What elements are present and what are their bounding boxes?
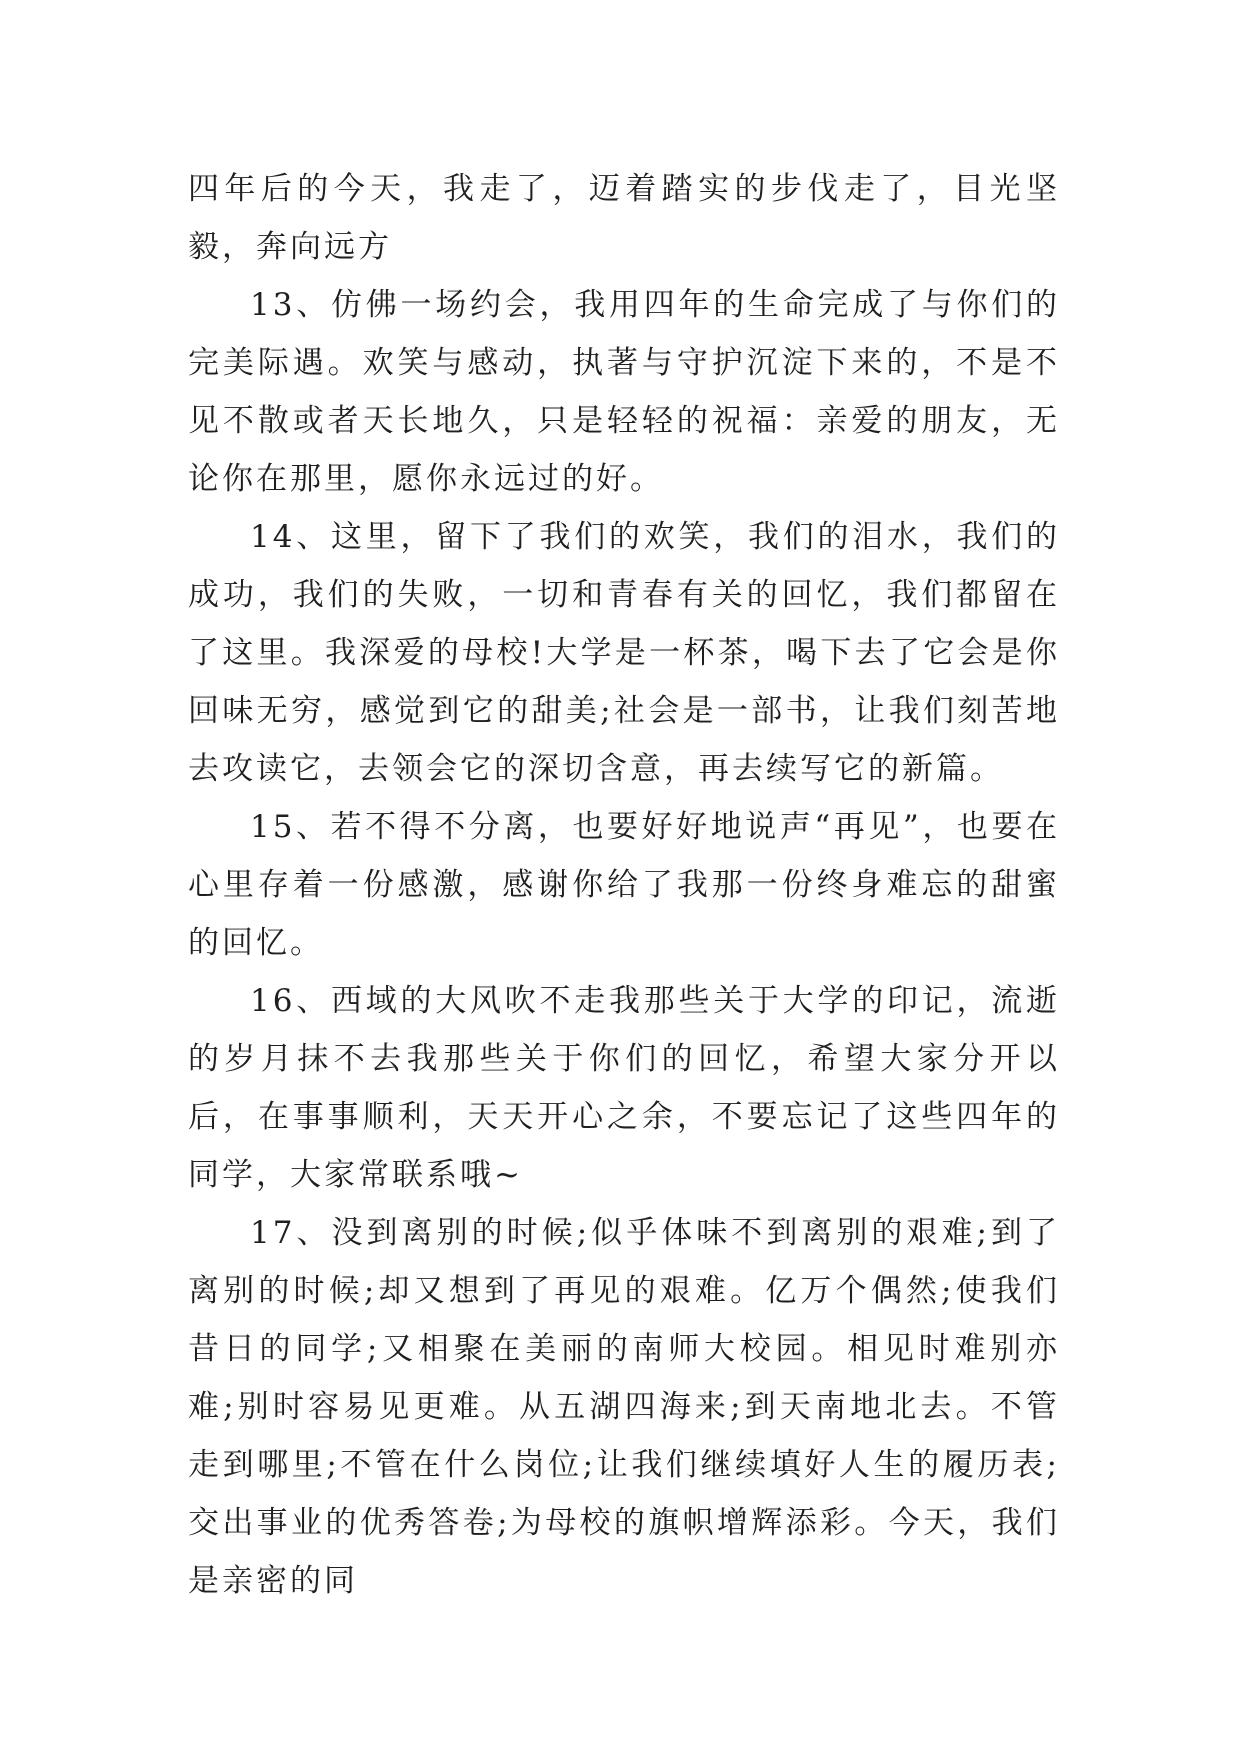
paragraph-15: 15、若不得不分离，也要好好地说声“再见”，也要在心里存着一份感激，感谢你给了我那一份终身难忘的甜蜜的回忆。 (188, 809, 1060, 961)
paragraph-14: 14、这里，留下了我们的欢笑，我们的泪水，我们的成功，我们的失败，一切和青春有关的回忆，我们都留在了这里。我深爱的母校!大学是一杯茶，喝下去了它会是你回味无穷，感觉到它的甜美;社会是一部书，让我们刻苦地去攻读它，去领会它的深切含意，再去续写它的新篇。 (188, 519, 1060, 787)
document-body (188, 160, 1060, 1610)
paragraph-17: 17、没到离别的时候;似乎体味不到离别的艰难;到了离别的时候;却又想到了再见的艰难。亿万个偶然;使我们昔日的同学;又相聚在美丽的南师大校园。相见时难别亦难;别时容易见更难。从五湖四海来;到天南地北去。不管走到哪里;不管在什么岗位;让我们继续填好人生的履历表;交出事业的优秀答卷;为母校的旗帜增辉添彩。今天，我们是亲密的同 (188, 1215, 1060, 1599)
paragraph-12-continuation: 四年后的今天，我走了，迈着踏实的步伐走了，目光坚毅，奔向远方 (188, 171, 1060, 265)
paragraph-13: 13、仿佛一场约会，我用四年的生命完成了与你们的完美际遇。欢笑与感动，执著与守护沉淀下来的，不是不见不散或者天长地久，只是轻轻的祝福：亲爱的朋友，无论你在那里，愿你永远过的好。 (188, 287, 1060, 497)
paragraph-16: 16、西域的大风吹不走我那些关于大学的印记，流逝的岁月抹不去我那些关于你们的回忆，希望大家分开以后，在事事顺利，天天开心之余，不要忘记了这些四年的同学，大家常联系哦~ (188, 983, 1060, 1193)
